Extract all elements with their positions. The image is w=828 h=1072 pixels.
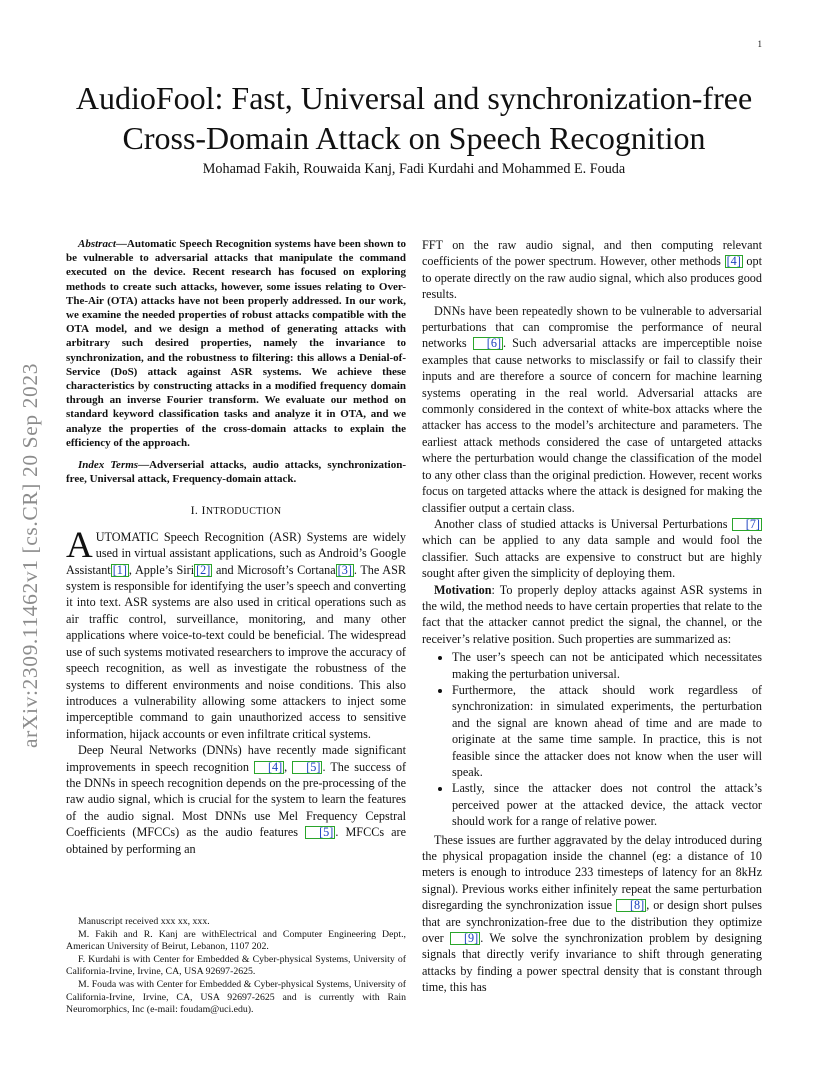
- right-paragraph-4: [422, 832, 762, 996]
- text-run: , or design short pulses that are synchronization-free due to the distribution they optimize over: [422, 898, 762, 946]
- right-column: [422, 237, 762, 996]
- index-terms-text: —Adverserial attacks, audio attacks, synchronization-free, Universal attack, Frequency-domain attack.: [66, 459, 406, 486]
- right-paragraph-2: [422, 303, 762, 516]
- text-run: These issues are further aggravated by the delay introduced during the physical propagation inside the channel (eg: a distance of 10 meters is enough to introduce 233 timesteps of latency for an 8kHz signal). Previous works either infinitely repeat the same perturbation disregarding the synchronization issue: [422, 832, 762, 913]
- text-run: Another class of studied attacks is Universal Perturbations: [434, 516, 732, 531]
- citation-link[interactable]: [1]: [112, 562, 127, 577]
- text-run: . MFCCs are obtained by performing an: [66, 825, 407, 856]
- abstract-label: Abstract: [78, 238, 116, 250]
- title-line-2: Cross-Domain Attack on Speech Recognition: [122, 120, 706, 156]
- motivation-label: Motivation: [434, 582, 492, 597]
- index-terms-label: Index Terms: [78, 459, 139, 472]
- citation-link[interactable]: [4]: [726, 254, 741, 269]
- intro-paragraph-1: [66, 524, 406, 742]
- section-title-first-letter: I: [201, 503, 206, 518]
- page-number: 1: [757, 39, 762, 49]
- right-paragraph-3: [422, 516, 762, 582]
- footnote: F. Kurdahi is with Center for Embedded & Cyber-physical Systems, University of California-Irvine, Irvine, CA, USA 92697-2625.: [66, 953, 406, 978]
- footnote: M. Fouda was with Center for Embedded & Cyber-physical Systems, University of California-Irvine, Irvine, CA, USA 92697-2625 and is currently with Rain Neuromorphics, Inc (e-mail: foudam@uci.edu).: [66, 978, 406, 1016]
- paper-title: [0, 78, 828, 158]
- citation-link[interactable]: [7]: [732, 518, 762, 531]
- citation-link[interactable]: [2]: [196, 562, 211, 577]
- text-run: . We solve the synchronization problem by designing signals that directly verify invariance to shift through generating attacks by finding a power spectral density that is constant through time, this has: [422, 931, 763, 995]
- citation-link[interactable]: [5]: [292, 761, 322, 774]
- authors: Mohamad Fakih, Rouwaida Kanj, Fadi Kurdahi and Mohammed E. Fouda: [202, 161, 626, 177]
- section-title-rest: NTRODUCTION: [205, 506, 282, 518]
- section-heading-introduction: [66, 502, 406, 520]
- abstract-text: —Automatic Speech Recognition systems have been shown to be vulnerable to adversarial attacks that manipulate the command executed on the device. Recent research has focused on exploring methods to create such attacks, however, some issues relating to Over-The-Air (OTA) attacks have not been properly addressed. In our work, we examine the needed properties of robust attacks compatible with the OTA model, and we design a method of generating attacks with arbitrary such desired properties, namely the invariance to synchronization, and the robustness to filtering: this allows a Denial-of-Service (DoS) attack against ASR systems. We achieve these characteristics by constructing attacks in a modified frequency domain through an inverse Fourier transform. We evaluate our method on standard keyword classification tasks and analyze it in OTA, and we analyze the properties of the cross-domain attacks to explain the efficiency of the approach.: [66, 238, 406, 449]
- citation-link[interactable]: [5]: [305, 826, 335, 839]
- citation-link[interactable]: [6]: [473, 337, 503, 350]
- text-run: which can be applied to any data sample and would fool the classifier. Such attacks are expensive to construct but are highly sought after given the simplicity of deploying them.: [422, 533, 762, 581]
- section-number: I.: [190, 503, 199, 518]
- footnote: Manuscript received xxx xx, xxx.: [78, 916, 210, 927]
- motivation-paragraph: [422, 582, 762, 648]
- abstract: [66, 237, 406, 450]
- text-run: . The ASR system is responsible for identifying the user’s speech and converting it into text. ASR systems are also used in critical operations such as air traffic control, surveillance, monitoring, and many other applications where voice-to-text could be beneficial. The widespread use of such systems motivated researchers to improve the accuracy of speech recognition, as well as investigate the robustness of the systems to different environments and noise conditions. This also introduces a vulnerability allowing some attackers to inject some imperceptible command to gain unauthorized access to sensitive information, hijack accounts or even infiltrate critical systems.: [66, 562, 406, 741]
- title-line-1: AudioFool: Fast, Universal and synchronization-free: [75, 80, 753, 116]
- left-column: [66, 237, 406, 857]
- list-item: • Lastly, since the attacker does not control the attack’s perceived power at the attacked device, the attack vector should work for a range of relative power.: [452, 780, 762, 829]
- text-run: ,: [284, 759, 293, 774]
- property-list: [422, 649, 762, 829]
- text-run: opt to operate directly on the raw audio signal, which also produces good results.: [422, 254, 762, 302]
- citation-link[interactable]: [4]: [254, 761, 284, 774]
- text-run: Deep Neural Networks (DNNs) have recently made significant improvements in speech recognition: [66, 743, 406, 774]
- text-run: . The success of the DNNs in speech recognition depends on the pre-processing of the raw audio signal, which is crucial for the system to learn the features of the audio signal. Most DNNs use Mel Frequency Cepstral Coefficients (MFCCs) as the audio features: [66, 759, 407, 840]
- drop-cap: A: [66, 524, 93, 566]
- citation-link[interactable]: [9]: [450, 932, 480, 945]
- text-run: DNNs have been repeatedly shown to be vulnerable to adversarial perturbations that can compromise the performance of neural networks: [422, 303, 762, 351]
- text-run: FFT on the raw audio signal, and then computing relevant coefficients of the power spectrum. However, other methods: [422, 238, 762, 269]
- text-run: : To properly deploy attacks against ASR systems in the wild, the method needs to have certain properties that relate to the fact that the attacker cannot predict the signal, the channel, or the receiver’s relative position. Such properties are summarized as:: [422, 582, 762, 646]
- footnotes: [66, 916, 406, 1017]
- right-paragraph-1: [422, 237, 762, 303]
- list-item: • The user’s speech can not be anticipated which necessitates making the perturbation universal.: [452, 649, 762, 682]
- list-item: • Furthermore, the attack should work regardless of synchronization: in simulated experiments, the perturbation and the signal are known ahead of time and are made to originate at the same time sample. In practice, this is not feasible since the attacker does not know when the user will speak.: [452, 682, 762, 780]
- text-run: . Such adversarial attacks are imperceptible noise examples that cause networks to misclassify or fail to classify their inputs and are therefore a source of concern for machine learning systems operating in the real world. Adversarial attacks are commonly considered in the context of white-box attacks where the attacker has access to the model’s architecture and parameters. The earliest attack methods considered the case of untargeted attacks where the perturbation would change the classification of the model to any other class than the original prediction. However, recent works focus on targeted attacks where the attack is designed for making the classifier output a certain class.: [422, 336, 762, 515]
- text-run: UTOMATIC Speech Recognition (ASR) Systems are widely used in virtual assistant applications, such as Android’s Google Assistant: [66, 529, 406, 577]
- citation-link[interactable]: [3]: [337, 562, 352, 577]
- intro-paragraph-2: [66, 742, 406, 857]
- text-run: , Apple’s Siri: [128, 562, 195, 577]
- text-run: and Microsoft’s Cortana: [212, 562, 336, 577]
- footnote: M. Fakih and R. Kanj are withElectrical and Computer Engineering Dept., American University of Beirut, Lebanon, 1107 202.: [66, 928, 406, 953]
- index-terms: [66, 458, 406, 486]
- citation-link[interactable]: [8]: [616, 899, 646, 912]
- arxiv-watermark: arXiv:2309.11462v1 [cs.CR] 20 Sep 2023: [18, 362, 42, 748]
